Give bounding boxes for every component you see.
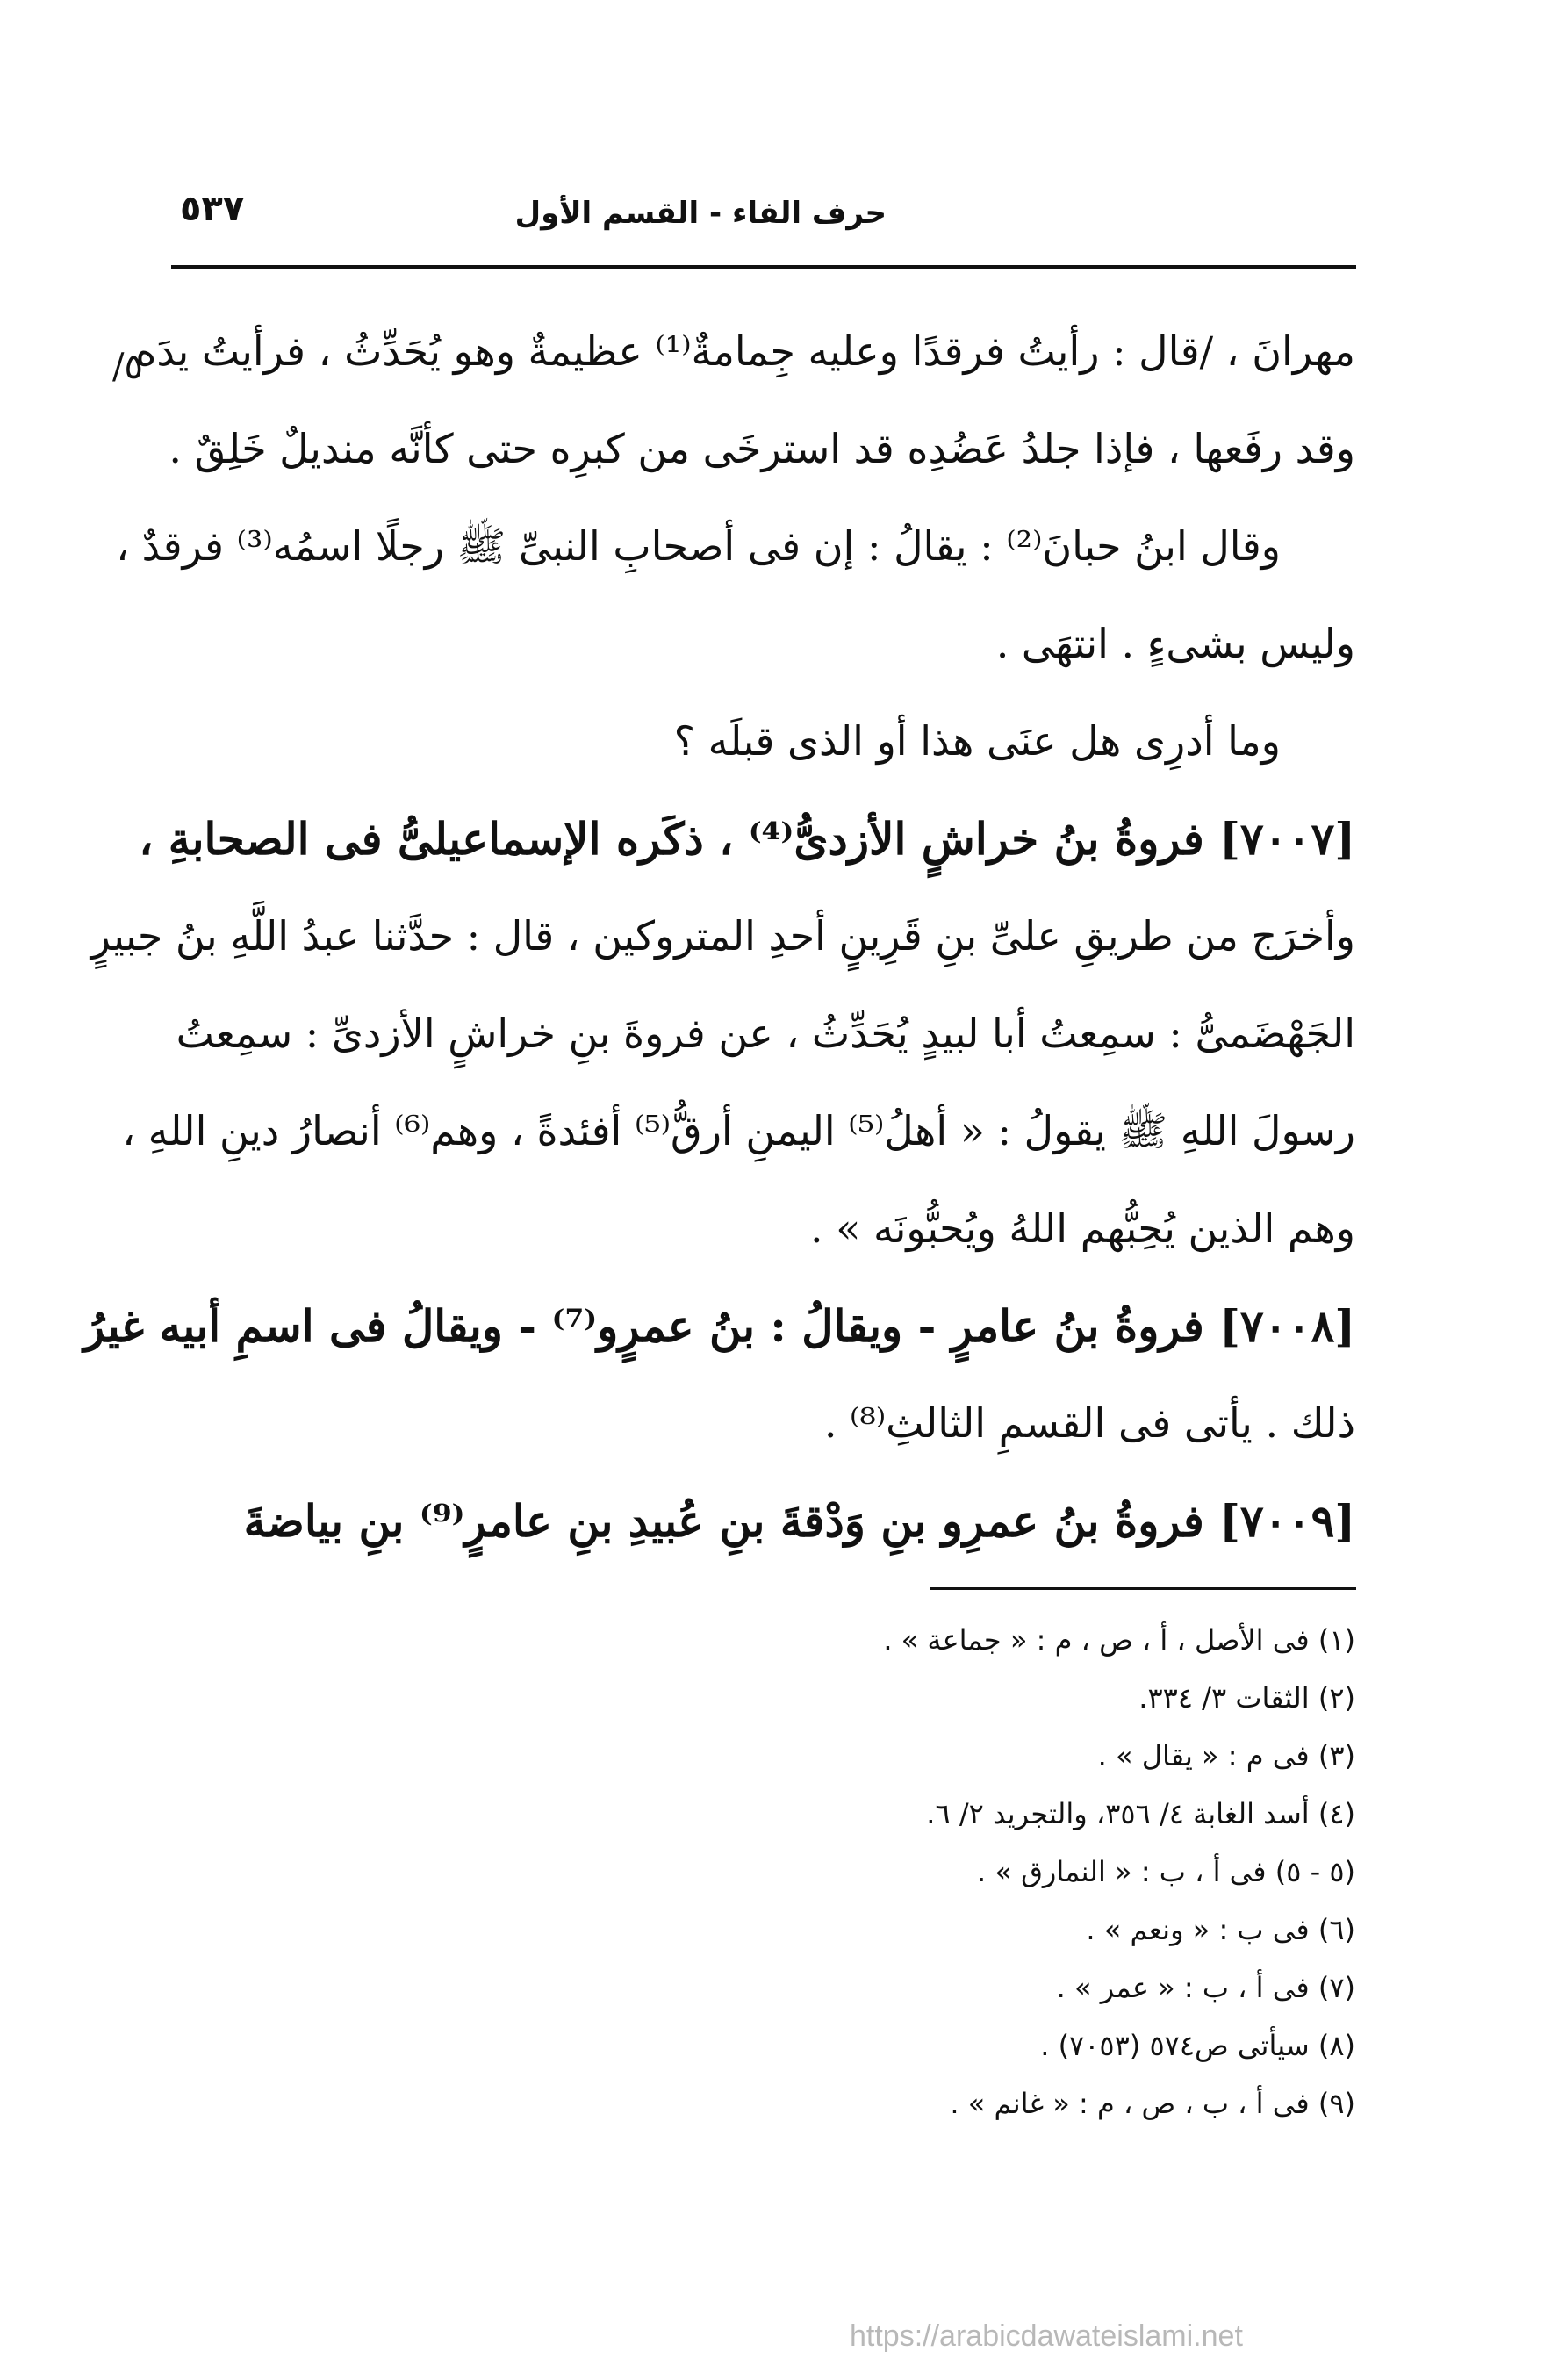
watermark-url: https://arabicdawateislami.net <box>850 2319 1243 2353</box>
footnote: (٢) الثقات ٣/ ٣٣٤. <box>1138 1681 1355 1715</box>
footnote: (٣) فى م : « يقال » . <box>1097 1739 1355 1772</box>
text-line: مهرانَ ، /قال : رأيتُ فرقدًا وعليه جِمامةٌ⁽¹⁾ عظيمةٌ وهو يُحَدِّثُ ، فرأيتُ يدَه <box>135 327 1355 375</box>
footnote-rule <box>930 1587 1356 1590</box>
footnote: (٩) فى أ ، ب ، ص ، م : « غانم » . <box>950 2087 1355 2120</box>
footnotes <box>188 1611 1355 2132</box>
page-number: ٥٣٧ <box>180 189 245 229</box>
footnote: (٥ - ٥) فى أ ، ب : « النمارق » . <box>976 1855 1355 1888</box>
entry-7008-heading: [٧٠٠٨] فروةُ بنُ عامرٍ - ويقالُ : بنُ عمرٍو⁽⁷⁾ - ويقالُ فى اسمِ أبيه غيرُ <box>83 1300 1355 1352</box>
footnote: (٨) سيأتى ص٥٧٤ (٧٠٥٣) . <box>1040 2029 1355 2062</box>
text-line: ذلك . يأتى فى القسمِ الثالثِ⁽⁸⁾ . <box>823 1399 1355 1447</box>
text-line: وأخرَج من طريقِ علىِّ بنِ قَرِينٍ أحدِ المتروكين ، قال : حدَّثنا عبدُ اللَّهِ بنُ جبيرٍ <box>90 912 1355 960</box>
running-title: حرف الفاء - القسم الأول <box>514 196 887 231</box>
text-line: رسولَ اللهِ ﷺ يقولُ : « أهلُ⁽⁵⁾ اليمنِ أرقُّ⁽⁵⁾ أفئدةً ، وهم⁽⁶⁾ أنصارُ دينِ اللهِ ، <box>122 1107 1355 1154</box>
margin-reference-mark: ٥/ <box>112 347 143 387</box>
text-line: وقال ابنُ حبانَ⁽²⁾ : يقالُ : إن فى أصحابِ النبىِّ ﷺ رجلًا اسمُه⁽³⁾ فرقدٌ ، <box>116 522 1281 570</box>
text-line: وليس بشىءٍ . انتهَى . <box>995 620 1355 667</box>
text-line: الجَهْضَمىُّ : سمِعتُ أبا لبيدٍ يُحَدِّثُ ، عن فروةَ بنِ خراشٍ الأزدىِّ : سمِعتُ <box>176 1010 1355 1057</box>
text-line: وهم الذين يُحِبُّهم اللهُ ويُحبُّونَه » . <box>809 1204 1355 1252</box>
header-rule <box>171 265 1356 269</box>
page-header <box>171 180 1356 241</box>
footnote: (٤) أسد الغابة ٤/ ٣٥٦، والتجريد ٢/ ٦. <box>926 1797 1355 1830</box>
footnote: (٧) فى أ ، ب : « عمر » . <box>1056 1971 1355 2004</box>
entry-7007-heading: [٧٠٠٧] فروةُ بنُ خراشٍ الأزدىُّ⁽⁴⁾ ، ذكَره الإسماعيلىُّ فى الصحابةِ ، <box>139 813 1355 865</box>
footnote: (١) فى الأصل ، أ ، ص ، م : « جماعة » . <box>883 1623 1355 1657</box>
entry-7009-heading: [٧٠٠٩] فروةُ بنُ عمرِو بنِ وَدْقةَ بنِ عُبيدِ بنِ عامرٍ⁽⁹⁾ بنِ بياضةَ <box>243 1495 1355 1547</box>
main-text <box>83 303 1355 1570</box>
footnote: (٦) فى ب : « ونعم » . <box>1086 1913 1355 1946</box>
text-line: وقد رفَعها ، فإذا جلدُ عَضُدِه قد استرخَى من كبرِه حتى كأنَّه منديلٌ خَلِقٌ . <box>169 425 1355 472</box>
text-line: وما أدرِى هل عنَى هذا أو الذى قبلَه ؟ <box>673 717 1281 765</box>
